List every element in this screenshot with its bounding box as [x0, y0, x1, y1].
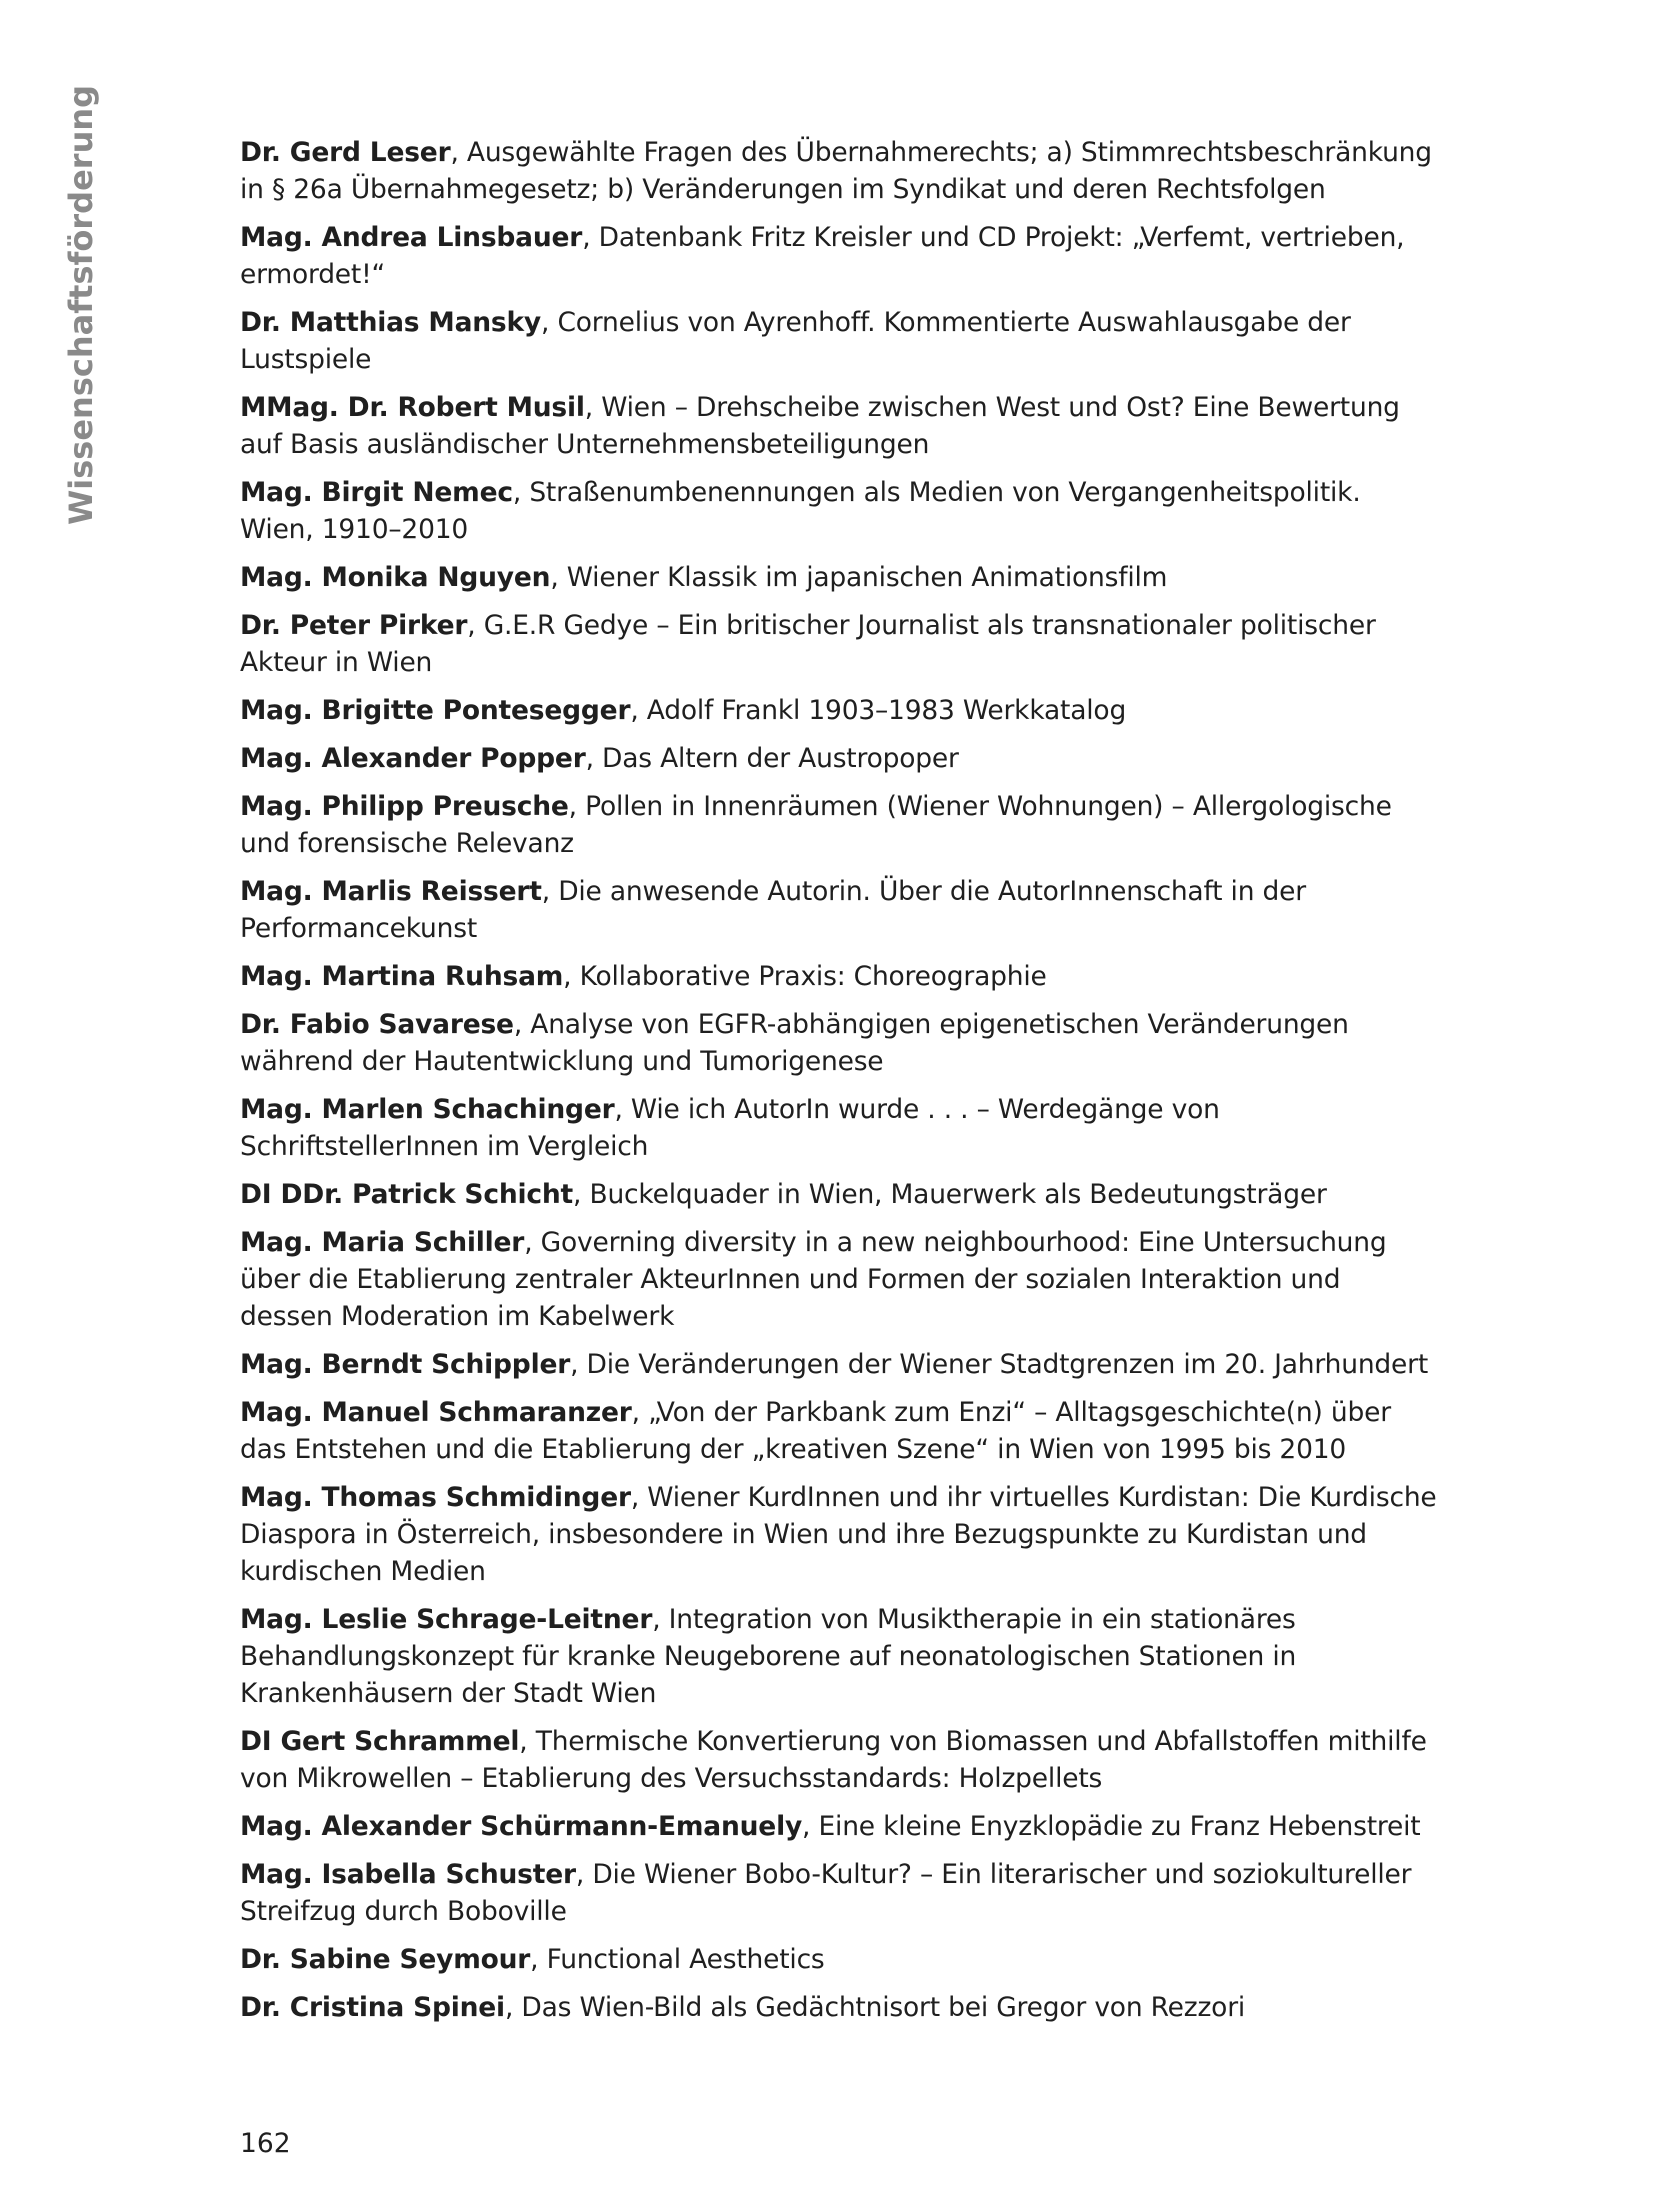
- list-item: DI DDr. Patrick Schicht, Buckelquader in Wien, Mauerwerk als Bedeutungsträger: [240, 1179, 1327, 1210]
- entry-author: Dr. Gerd Leser: [240, 137, 451, 168]
- list-item: Mag. Isabella Schuster, Die Wiener Bobo-Kultur? – Ein literarischer und soziokultureller Streifzug durch Boboville: [240, 1859, 1412, 1927]
- entry-author: Mag. Brigitte Pontesegger: [240, 695, 631, 726]
- list-item: Dr. Matthias Mansky, Cornelius von Ayrenhoff. Kommentierte Auswahlausgabe der Lustspiele: [240, 307, 1351, 375]
- entry-author: Mag. Philipp Preusche: [240, 791, 569, 822]
- entry-author: Mag. Birgit Nemec: [240, 477, 513, 508]
- list-item: Dr. Fabio Savarese, Analyse von EGFR-abhängigen epigenetischen Veränderungen während der Hautentwicklung und Tumorigenese: [240, 1009, 1349, 1077]
- entry-title: Cornelius von Ayrenhoff. Kommentierte Auswahlausgabe der Lustspiele: [240, 307, 1351, 375]
- list-item: Mag. Alexander Popper, Das Altern der Austropoper: [240, 743, 959, 774]
- entry-title: „Von der Parkbank zum Enzi“ – Alltagsgeschichte(n) über das Entstehen und die Etablierung der „kreativen Szene“ in Wien von 1995 bis 2010: [240, 1397, 1391, 1465]
- entry-author: Mag. Martina Ruhsam: [240, 961, 564, 992]
- entry-author: Mag. Isabella Schuster: [240, 1859, 576, 1890]
- entry-author: Mag. Manuel Schmaranzer: [240, 1397, 632, 1428]
- entry-title: Ausgewählte Fragen des Übernahmerechts; a) Stimmrechtsbeschränkung in § 26a Übernahmegesetz; b) Veränderungen im Syndikat und deren Rechtsfolgen: [240, 137, 1432, 205]
- entry-title: Straßenumbenennungen als Medien von Vergangenheitspolitik. Wien, 1910–2010: [240, 477, 1361, 545]
- list-item: DI Gert Schrammel, Thermische Konvertierung von Biomassen und Abfallstoffen mithilfe von Mikrowellen – Etablierung des Versuchsstandards: Holzpellets: [240, 1726, 1427, 1794]
- list-item: Mag. Maria Schiller, Governing diversity in a new neighbourhood: Eine Untersuchung über die Etablierung zentraler AkteurInnen und Formen der sozialen Interaktion und dessen Moderation im Kabelwerk: [240, 1227, 1387, 1332]
- entry-author: Mag. Leslie Schrage-Leitner: [240, 1604, 653, 1635]
- entry-author: Dr. Matthias Mansky: [240, 307, 541, 338]
- entry-author: Dr. Sabine Seymour: [240, 1944, 531, 1975]
- list-item: Mag. Marlis Reissert, Die anwesende Autorin. Über die AutorInnenschaft in der Performancekunst: [240, 876, 1306, 944]
- list-item: Mag. Philipp Preusche, Pollen in Innenräumen (Wiener Wohnungen) – Allergologische und forensische Relevanz: [240, 791, 1392, 859]
- entry-title: Functional Aesthetics: [546, 1944, 825, 1975]
- entry-title: Datenbank Fritz Kreisler und CD Projekt: „Verfemt, vertrieben, ermordet!“: [240, 222, 1405, 290]
- entry-title: Buckelquader in Wien, Mauerwerk als Bedeutungsträger: [589, 1179, 1327, 1210]
- entry-title: Kollaborative Praxis: Choreographie: [579, 961, 1047, 992]
- list-item: Dr. Peter Pirker, G.E.R Gedye – Ein britischer Journalist als transnationaler politischer Akteur in Wien: [240, 610, 1376, 678]
- entry-author: Mag. Alexander Popper: [240, 743, 586, 774]
- entry-author: Dr. Fabio Savarese: [240, 1009, 514, 1040]
- list-item: Mag. Alexander Schürmann-Emanuely, Eine kleine Enyzklopädie zu Franz Hebenstreit: [240, 1811, 1421, 1842]
- entry-author: Mag. Andrea Linsbauer: [240, 222, 583, 253]
- entry-title: Die anwesende Autorin. Über die AutorInnenschaft in der Performancekunst: [240, 876, 1306, 944]
- list-item: Mag. Andrea Linsbauer, Datenbank Fritz Kreisler und CD Projekt: „Verfemt, vertrieben, ermordet!“: [240, 222, 1405, 290]
- entry-title: Die Wiener Bobo-Kultur? – Ein literarischer und soziokultureller Streifzug durch Boboville: [240, 1859, 1412, 1927]
- list-item: Mag. Birgit Nemec, Straßenumbenennungen als Medien von Vergangenheitspolitik. Wien, 1910–2010: [240, 477, 1361, 545]
- entry-author: Mag. Thomas Schmidinger: [240, 1482, 631, 1513]
- entry-author: Dr. Peter Pirker: [240, 610, 468, 641]
- entry-title: Analyse von EGFR-abhängigen epigenetischen Veränderungen während der Hautentwicklung und Tumorigenese: [240, 1009, 1349, 1077]
- entry-author: Mag. Marlen Schachinger: [240, 1094, 615, 1125]
- list-item: Dr. Gerd Leser, Ausgewählte Fragen des Übernahmerechts; a) Stimmrechtsbeschränkung in § 26a Übernahmegesetz; b) Veränderungen im Syndikat und deren Rechtsfolgen: [240, 137, 1432, 205]
- page-number: 162: [240, 2128, 291, 2159]
- entry-title: Das Wien-Bild als Gedächtnisort bei Gregor von Rezzori: [521, 1992, 1246, 2023]
- list-item: Mag. Monika Nguyen, Wiener Klassik im japanischen Animationsfilm: [240, 562, 1168, 593]
- list-item: Dr. Cristina Spinei, Das Wien-Bild als Gedächtnisort bei Gregor von Rezzori: [240, 1992, 1246, 2023]
- list-item: Dr. Sabine Seymour, Functional Aesthetics: [240, 1944, 825, 1975]
- entry-title: Pollen in Innenräumen (Wiener Wohnungen) – Allergologische und forensische Relevanz: [240, 791, 1392, 859]
- list-item: Mag. Marlen Schachinger, Wie ich AutorIn wurde . . . – Werdegänge von SchriftstellerInnen im Vergleich: [240, 1094, 1220, 1162]
- list-item: MMag. Dr. Robert Musil, Wien – Drehscheibe zwischen West und Ost? Eine Bewertung auf Basis ausländischer Unternehmensbeteiligungen: [240, 392, 1400, 460]
- entry-title: Governing diversity in a new neighbourhood: Eine Untersuchung über die Etablierung zentraler AkteurInnen und Formen der sozialen Interaktion und dessen Moderation im Kabelwerk: [240, 1227, 1387, 1332]
- list-item: Mag. Leslie Schrage-Leitner, Integration von Musiktherapie in ein stationäres Behandlungskonzept für kranke Neugeborene auf neonatologischen Stationen in Krankenhäusern der Stadt Wien: [240, 1604, 1297, 1709]
- entry-author: DI Gert Schrammel: [240, 1726, 520, 1757]
- entry-author: DI DDr. Patrick Schicht: [240, 1179, 574, 1210]
- entry-title: Integration von Musiktherapie in ein stationäres Behandlungskonzept für kranke Neugeborene auf neonatologischen Stationen in Krankenhäusern der Stadt Wien: [240, 1604, 1297, 1709]
- entry-author: Mag. Monika Nguyen: [240, 562, 551, 593]
- entry-title: Thermische Konvertierung von Biomassen und Abfallstoffen mithilfe von Mikrowellen – Etablierung des Versuchsstandards: Holzpellets: [240, 1726, 1427, 1794]
- entry-title: Wie ich AutorIn wurde . . . – Werdegänge von SchriftstellerInnen im Vergleich: [240, 1094, 1220, 1162]
- list-item: Mag. Thomas Schmidinger, Wiener KurdInnen und ihr virtuelles Kurdistan: Die Kurdische Diaspora in Österreich, insbesondere in Wien und ihre Bezugspunkte zu Kurdistan und kurdischen Medien: [240, 1482, 1437, 1587]
- entry-author: Mag. Berndt Schippler: [240, 1349, 571, 1380]
- entry-title: Die Veränderungen der Wiener Stadtgrenzen im 20. Jahrhundert: [586, 1349, 1429, 1380]
- list-item: Mag. Manuel Schmaranzer, „Von der Parkbank zum Enzi“ – Alltagsgeschichte(n) über das Entstehen und die Etablierung der „kreativen Szene“ in Wien von 1995 bis 2010: [240, 1397, 1391, 1465]
- list-item: Mag. Berndt Schippler, Die Veränderungen der Wiener Stadtgrenzen im 20. Jahrhundert: [240, 1349, 1429, 1380]
- entry-list: [240, 134, 1440, 2037]
- entry-author: Dr. Cristina Spinei: [240, 1992, 505, 2023]
- entry-title: Adolf Frankl 1903–1983 Werkkatalog: [646, 695, 1127, 726]
- entry-title: Wien – Drehscheibe zwischen West und Ost? Eine Bewertung auf Basis ausländischer Unternehmensbeteiligungen: [240, 392, 1400, 460]
- entry-title: G.E.R Gedye – Ein britischer Journalist als transnationaler politischer Akteur in Wien: [240, 610, 1376, 678]
- entry-title: Das Altern der Austropoper: [602, 743, 959, 774]
- list-item: Mag. Martina Ruhsam, Kollaborative Praxis: Choreographie: [240, 961, 1047, 992]
- entry-title: Wiener KurdInnen und ihr virtuelles Kurdistan: Die Kurdische Diaspora in Österreich, insbesondere in Wien und ihre Bezugspunkte zu Kurdistan und kurdischen Medien: [240, 1482, 1437, 1587]
- list-item: Mag. Brigitte Pontesegger, Adolf Frankl 1903–1983 Werkkatalog: [240, 695, 1127, 726]
- entry-author: Mag. Alexander Schürmann-Emanuely: [240, 1811, 803, 1842]
- entry-author: Mag. Maria Schiller: [240, 1227, 525, 1258]
- entry-author: MMag. Dr. Robert Musil: [240, 392, 585, 423]
- entry-title: Eine kleine Enyzklopädie zu Franz Hebenstreit: [818, 1811, 1421, 1842]
- section-side-label: [61, 84, 101, 525]
- section-side-label-text: Wissenschaftsförderung: [62, 84, 100, 525]
- entry-author: Mag. Marlis Reissert: [240, 876, 542, 907]
- entry-title: Wiener Klassik im japanischen Animationsfilm: [566, 562, 1168, 593]
